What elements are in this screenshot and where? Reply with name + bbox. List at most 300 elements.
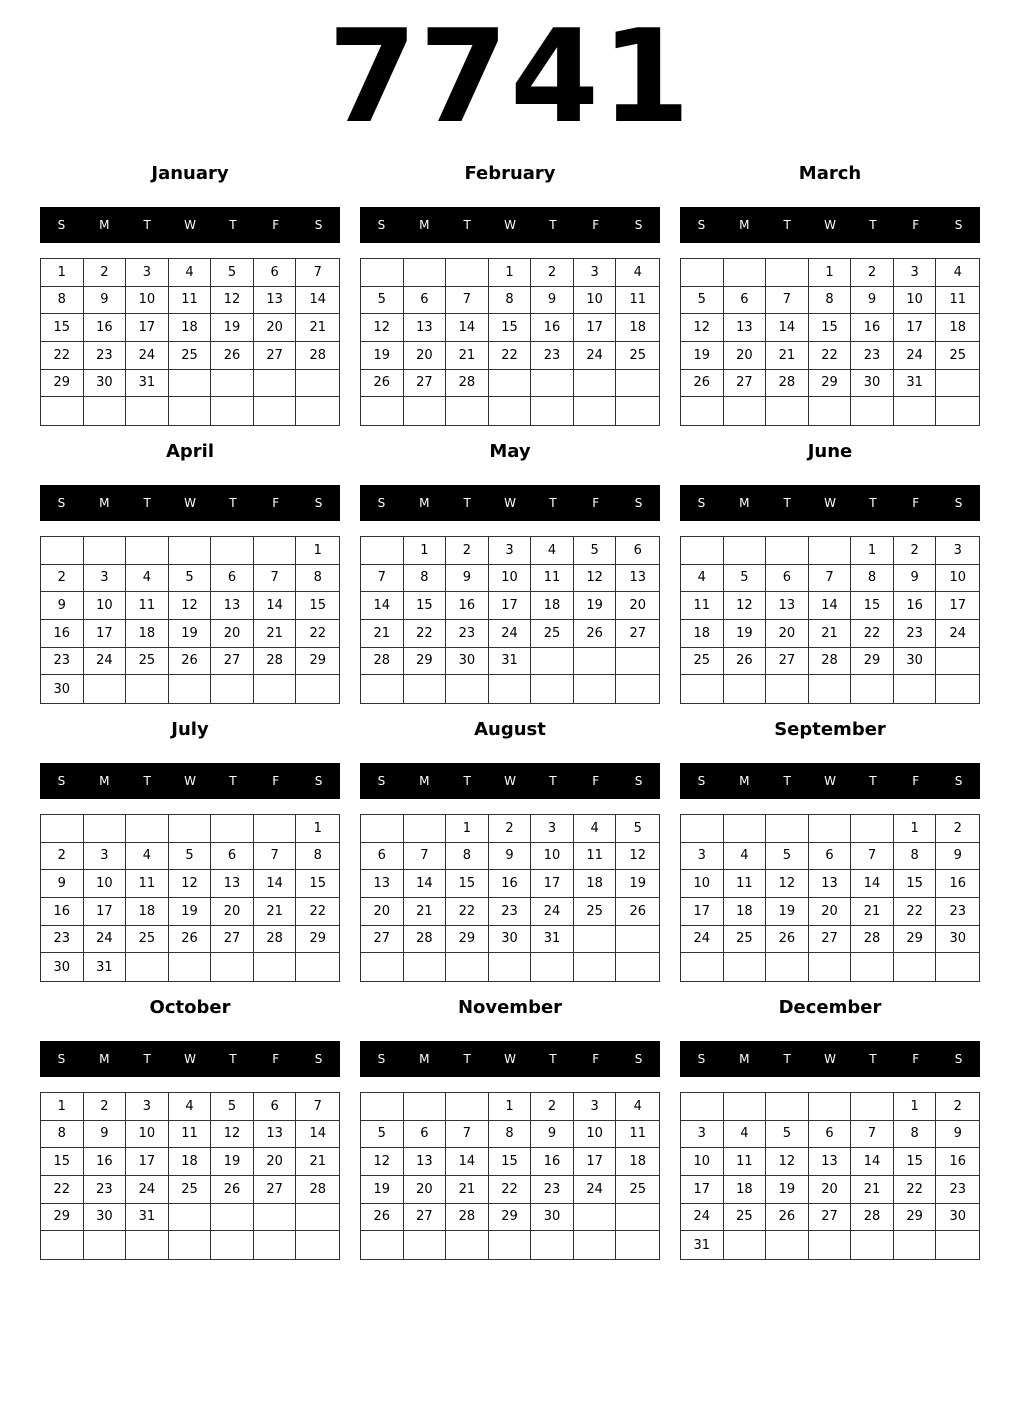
weekday-label: S (57, 218, 66, 232)
weekday-label: W (184, 1052, 196, 1066)
day-cell: 20 (809, 898, 852, 926)
day-cell: 4 (616, 259, 659, 287)
day-cell: 5 (616, 815, 659, 843)
day-cell: 30 (41, 675, 84, 703)
day-cell: 18 (936, 314, 979, 342)
day-cell: 16 (489, 870, 532, 898)
day-cell: 27 (254, 342, 297, 370)
day-cell: 7 (851, 843, 894, 871)
weekday-header (360, 1041, 660, 1077)
day-cell: 31 (894, 370, 937, 398)
day-cell: 13 (809, 870, 852, 898)
day-cell: 12 (766, 870, 809, 898)
day-cell: 17 (84, 898, 127, 926)
day-cell: 7 (809, 565, 852, 593)
day-cell: 24 (681, 926, 724, 954)
day-cell: 28 (361, 648, 404, 676)
day-cell (84, 397, 127, 425)
day-cell: 17 (574, 1148, 617, 1176)
day-cell (254, 1231, 297, 1259)
day-cell: 4 (169, 259, 212, 287)
day-cell: 28 (254, 648, 297, 676)
day-cell: 18 (724, 1176, 767, 1204)
month-name: March (798, 163, 862, 184)
day-cell (574, 1231, 617, 1259)
day-cell: 11 (574, 843, 617, 871)
day-cell: 31 (84, 953, 127, 981)
month-name: February (464, 163, 556, 184)
weekday-header (360, 207, 660, 243)
day-cell: 15 (809, 314, 852, 342)
day-cell: 20 (809, 1176, 852, 1204)
day-cell: 19 (361, 1176, 404, 1204)
day-cell: 9 (489, 843, 532, 871)
day-cell: 1 (809, 259, 852, 287)
day-cell: 13 (211, 592, 254, 620)
day-cell (446, 953, 489, 981)
day-cell: 22 (41, 342, 84, 370)
day-cell: 20 (616, 592, 659, 620)
day-cell: 1 (446, 815, 489, 843)
day-cell: 2 (84, 259, 127, 287)
weekday-header (40, 207, 340, 243)
weekday-label: F (912, 774, 920, 788)
day-cell (489, 953, 532, 981)
day-cell: 7 (254, 565, 297, 593)
day-cell: 6 (361, 843, 404, 871)
day-cell (84, 675, 127, 703)
weekday-label: M (99, 774, 110, 788)
day-cell (446, 675, 489, 703)
day-cell: 7 (766, 287, 809, 315)
day-cell: 15 (489, 314, 532, 342)
weekday-label: M (739, 1052, 750, 1066)
day-cell: 6 (809, 1121, 852, 1149)
day-cell: 28 (296, 342, 339, 370)
day-cell: 12 (169, 870, 212, 898)
day-cell (361, 259, 404, 287)
day-cell: 1 (851, 537, 894, 565)
day-cell (84, 537, 127, 565)
weekday-label: S (697, 774, 706, 788)
weekday-label: S (377, 774, 386, 788)
day-cell: 5 (169, 843, 212, 871)
day-cell (489, 1231, 532, 1259)
day-cell: 15 (851, 592, 894, 620)
day-cell: 25 (681, 648, 724, 676)
weekday-label: T (783, 774, 791, 788)
day-cell: 9 (531, 1121, 574, 1149)
day-cell: 6 (211, 843, 254, 871)
day-cell (574, 675, 617, 703)
day-cell: 19 (681, 342, 724, 370)
day-cell: 15 (41, 1148, 84, 1176)
day-cell: 19 (169, 620, 212, 648)
day-cell: 22 (489, 342, 532, 370)
day-cell: 13 (254, 287, 297, 315)
day-cell (169, 675, 212, 703)
day-cell (681, 259, 724, 287)
day-cell: 14 (446, 314, 489, 342)
day-cell: 5 (361, 1121, 404, 1149)
weekday-label: M (739, 496, 750, 510)
day-cell (41, 815, 84, 843)
day-cell: 27 (211, 926, 254, 954)
day-cell (404, 675, 447, 703)
day-cell: 25 (724, 926, 767, 954)
weekday-header (360, 485, 660, 521)
day-cell (126, 537, 169, 565)
day-cell (574, 926, 617, 954)
day-cell: 29 (851, 648, 894, 676)
day-cell: 27 (616, 620, 659, 648)
day-cell: 27 (809, 1204, 852, 1232)
day-cell (169, 1231, 212, 1259)
day-cell: 2 (446, 537, 489, 565)
day-cell: 27 (361, 926, 404, 954)
weekday-label: T (229, 774, 237, 788)
day-cell (681, 1093, 724, 1121)
day-cell: 2 (41, 843, 84, 871)
weekday-label: W (504, 496, 516, 510)
weekday-header (40, 485, 340, 521)
day-cell: 2 (936, 815, 979, 843)
day-cell: 3 (574, 259, 617, 287)
day-cell: 21 (851, 1176, 894, 1204)
day-cell (211, 397, 254, 425)
day-cell (446, 1093, 489, 1121)
day-cell: 16 (936, 870, 979, 898)
day-cell: 29 (404, 648, 447, 676)
day-cell: 30 (84, 1204, 127, 1232)
weekday-label: S (634, 1052, 643, 1066)
day-cell: 19 (361, 342, 404, 370)
day-cell: 15 (404, 592, 447, 620)
day-cell (851, 397, 894, 425)
day-cell (616, 953, 659, 981)
day-cell: 26 (766, 1204, 809, 1232)
day-cell: 6 (404, 287, 447, 315)
day-cell: 13 (254, 1121, 297, 1149)
day-cell: 23 (531, 342, 574, 370)
weekday-label: T (143, 1052, 151, 1066)
day-cell (936, 397, 979, 425)
day-cell: 5 (681, 287, 724, 315)
day-cell: 3 (84, 843, 127, 871)
day-cell: 5 (724, 565, 767, 593)
weekday-label: T (783, 1052, 791, 1066)
weekday-label: W (824, 496, 836, 510)
day-cell: 18 (169, 1148, 212, 1176)
weekday-header (680, 485, 980, 521)
day-cell: 7 (851, 1121, 894, 1149)
day-cell (936, 675, 979, 703)
day-cell (404, 815, 447, 843)
day-cell (574, 648, 617, 676)
day-cell (361, 397, 404, 425)
day-cell: 9 (446, 565, 489, 593)
weekday-label: T (549, 774, 557, 788)
day-cell: 21 (851, 898, 894, 926)
day-cell (296, 953, 339, 981)
day-cell: 6 (724, 287, 767, 315)
day-cell: 17 (894, 314, 937, 342)
day-cell: 3 (84, 565, 127, 593)
day-cell: 16 (84, 1148, 127, 1176)
day-cell: 14 (766, 314, 809, 342)
day-cell: 10 (531, 843, 574, 871)
day-cell: 20 (404, 342, 447, 370)
weekday-label: T (143, 774, 151, 788)
day-cell: 25 (616, 342, 659, 370)
day-cell: 30 (489, 926, 532, 954)
day-cell: 19 (574, 592, 617, 620)
day-cell (851, 815, 894, 843)
day-cell: 27 (766, 648, 809, 676)
day-grid (40, 536, 340, 704)
day-cell (254, 675, 297, 703)
day-cell: 29 (489, 1204, 532, 1232)
weekday-label: F (592, 774, 600, 788)
day-cell: 10 (681, 1148, 724, 1176)
day-grid (360, 814, 660, 982)
weekday-header (680, 1041, 980, 1077)
weekday-label: F (912, 218, 920, 232)
month-name: August (474, 719, 546, 740)
day-cell (894, 953, 937, 981)
day-cell (169, 537, 212, 565)
day-cell (126, 675, 169, 703)
day-cell (84, 1231, 127, 1259)
day-grid (680, 814, 980, 982)
day-cell: 9 (894, 565, 937, 593)
day-cell: 17 (531, 870, 574, 898)
day-cell: 18 (616, 1148, 659, 1176)
day-cell: 29 (894, 1204, 937, 1232)
weekday-label: T (143, 496, 151, 510)
day-cell: 24 (574, 342, 617, 370)
day-cell: 11 (616, 287, 659, 315)
weekday-label: W (504, 1052, 516, 1066)
day-cell: 11 (126, 870, 169, 898)
day-cell: 13 (809, 1148, 852, 1176)
day-cell (724, 537, 767, 565)
day-grid (360, 536, 660, 704)
day-cell: 17 (681, 1176, 724, 1204)
day-cell: 20 (254, 1148, 297, 1176)
day-cell (254, 815, 297, 843)
day-cell: 7 (404, 843, 447, 871)
day-cell: 3 (531, 815, 574, 843)
day-cell: 18 (616, 314, 659, 342)
day-cell (126, 1231, 169, 1259)
day-cell: 26 (681, 370, 724, 398)
weekday-label: S (954, 496, 963, 510)
day-cell: 8 (404, 565, 447, 593)
day-cell: 5 (766, 1121, 809, 1149)
day-cell: 28 (254, 926, 297, 954)
day-cell: 11 (936, 287, 979, 315)
weekday-label: F (272, 496, 280, 510)
day-cell (766, 1093, 809, 1121)
day-cell (126, 397, 169, 425)
day-grid (40, 258, 340, 426)
weekday-label: T (869, 1052, 877, 1066)
day-cell: 26 (616, 898, 659, 926)
day-cell: 10 (126, 287, 169, 315)
day-cell: 31 (126, 370, 169, 398)
day-cell: 19 (211, 314, 254, 342)
day-cell: 4 (616, 1093, 659, 1121)
weekday-label: T (549, 1052, 557, 1066)
day-cell (126, 953, 169, 981)
day-cell: 16 (851, 314, 894, 342)
day-cell (851, 1093, 894, 1121)
day-cell (766, 815, 809, 843)
day-cell (211, 1204, 254, 1232)
day-cell (724, 953, 767, 981)
day-cell: 30 (41, 953, 84, 981)
day-cell: 31 (681, 1231, 724, 1259)
day-cell: 3 (126, 1093, 169, 1121)
day-cell: 20 (211, 620, 254, 648)
day-cell: 26 (211, 1176, 254, 1204)
day-cell: 27 (724, 370, 767, 398)
day-cell (531, 648, 574, 676)
day-cell (361, 953, 404, 981)
day-cell: 4 (169, 1093, 212, 1121)
day-cell (361, 537, 404, 565)
year-title: 7741 (327, 3, 693, 152)
day-cell (616, 675, 659, 703)
day-cell: 28 (766, 370, 809, 398)
day-cell: 21 (296, 314, 339, 342)
day-cell: 21 (809, 620, 852, 648)
day-cell (296, 675, 339, 703)
weekday-label: T (869, 218, 877, 232)
day-cell: 18 (574, 870, 617, 898)
day-cell: 28 (296, 1176, 339, 1204)
day-cell (404, 1093, 447, 1121)
day-cell: 12 (169, 592, 212, 620)
day-cell (361, 1231, 404, 1259)
day-cell: 10 (84, 870, 127, 898)
weekday-label: M (99, 1052, 110, 1066)
day-cell: 3 (574, 1093, 617, 1121)
day-cell: 13 (616, 565, 659, 593)
day-cell: 14 (809, 592, 852, 620)
day-cell (724, 815, 767, 843)
month-name: April (165, 441, 215, 462)
day-cell: 1 (296, 815, 339, 843)
day-cell: 9 (851, 287, 894, 315)
day-cell: 20 (404, 1176, 447, 1204)
day-cell: 21 (296, 1148, 339, 1176)
day-cell (724, 259, 767, 287)
weekday-label: S (697, 496, 706, 510)
day-cell: 26 (211, 342, 254, 370)
day-cell: 11 (724, 1148, 767, 1176)
day-cell: 2 (41, 565, 84, 593)
day-cell: 6 (404, 1121, 447, 1149)
day-cell: 17 (574, 314, 617, 342)
day-cell: 4 (936, 259, 979, 287)
day-cell: 12 (574, 565, 617, 593)
day-cell: 22 (489, 1176, 532, 1204)
day-cell: 23 (84, 342, 127, 370)
day-cell (616, 1204, 659, 1232)
day-cell: 12 (361, 1148, 404, 1176)
day-cell: 25 (574, 898, 617, 926)
weekday-label: F (912, 1052, 920, 1066)
day-cell: 28 (446, 370, 489, 398)
day-cell (681, 675, 724, 703)
day-cell (809, 675, 852, 703)
day-cell: 28 (851, 1204, 894, 1232)
day-cell: 10 (574, 287, 617, 315)
day-cell: 7 (296, 259, 339, 287)
day-cell (894, 1231, 937, 1259)
day-cell: 21 (446, 342, 489, 370)
day-cell: 23 (851, 342, 894, 370)
weekday-label: T (463, 1052, 471, 1066)
day-cell: 18 (126, 620, 169, 648)
weekday-label: T (549, 496, 557, 510)
day-cell (936, 370, 979, 398)
weekday-header (40, 763, 340, 799)
weekday-label: S (377, 1052, 386, 1066)
day-cell: 12 (361, 314, 404, 342)
day-cell: 10 (126, 1121, 169, 1149)
day-cell (681, 815, 724, 843)
weekday-label: W (184, 496, 196, 510)
weekday-label: T (549, 218, 557, 232)
day-cell: 12 (211, 1121, 254, 1149)
day-cell (809, 815, 852, 843)
day-cell (531, 675, 574, 703)
day-cell: 10 (84, 592, 127, 620)
day-cell: 4 (724, 1121, 767, 1149)
day-cell: 29 (41, 1204, 84, 1232)
day-cell (766, 675, 809, 703)
day-cell: 15 (296, 870, 339, 898)
day-cell: 13 (404, 1148, 447, 1176)
day-cell: 26 (766, 926, 809, 954)
day-cell: 14 (296, 1121, 339, 1149)
day-cell (169, 953, 212, 981)
day-cell: 4 (724, 843, 767, 871)
weekday-label: T (229, 1052, 237, 1066)
day-cell: 21 (254, 620, 297, 648)
day-cell: 1 (489, 259, 532, 287)
day-cell: 2 (489, 815, 532, 843)
day-grid (680, 536, 980, 704)
weekday-label: W (184, 774, 196, 788)
month-name: November (457, 997, 563, 1018)
weekday-label: F (592, 1052, 600, 1066)
day-cell: 5 (169, 565, 212, 593)
weekday-label: F (912, 496, 920, 510)
day-cell: 15 (489, 1148, 532, 1176)
day-cell: 14 (851, 1148, 894, 1176)
day-cell: 11 (126, 592, 169, 620)
day-cell: 14 (361, 592, 404, 620)
day-cell (766, 1231, 809, 1259)
weekday-label: S (954, 774, 963, 788)
day-cell: 18 (681, 620, 724, 648)
day-cell (296, 1204, 339, 1232)
day-cell (489, 370, 532, 398)
